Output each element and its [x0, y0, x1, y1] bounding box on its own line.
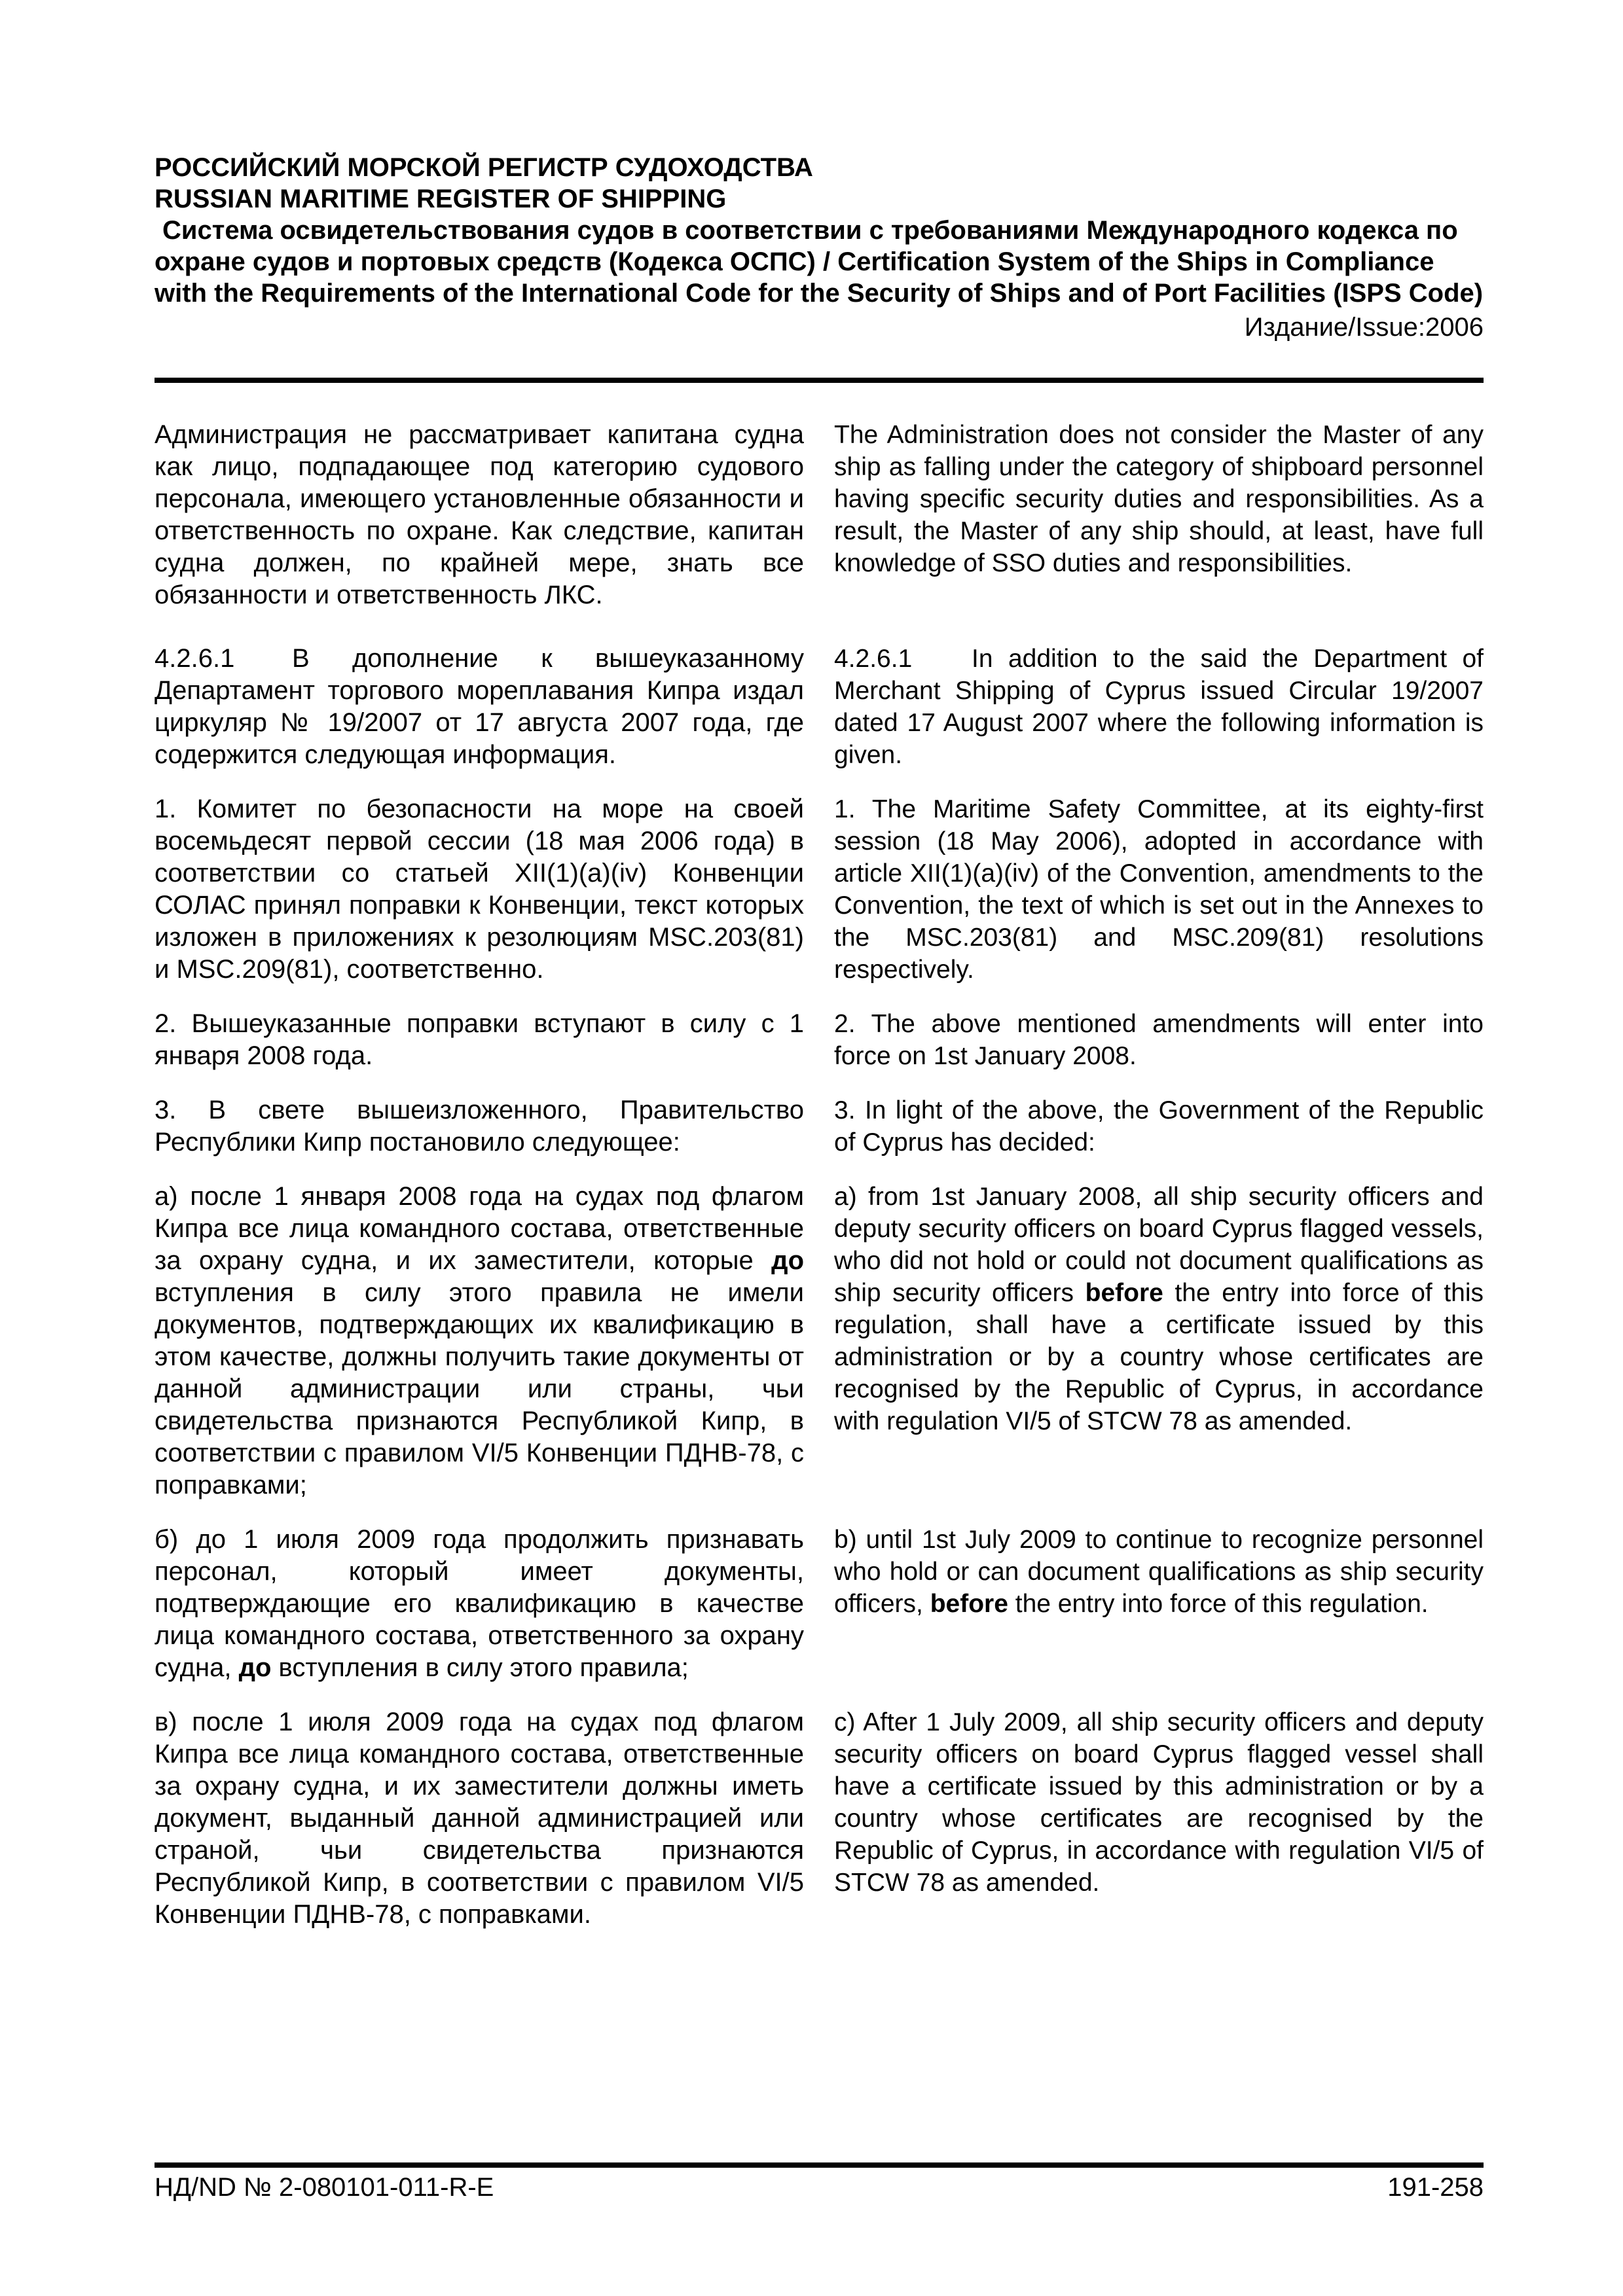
paragraph-text: а) после 1 января 2008 года на судах под флагом Кипра все лица командного состава, ответственные за охрану судна, и их заместители, которые: [155, 1182, 804, 1275]
paragraph-en: [834, 1524, 1484, 1684]
paragraph-row: [155, 1706, 1484, 1931]
paragraph-en: 2. The above mentioned amendments will enter into force on 1st January 2008.: [834, 1010, 1484, 1070]
emphasis: before: [930, 1590, 1008, 1618]
page-header: [155, 152, 1484, 343]
paragraph-ru: Администрация не рассматривает капитана судна как лицо, подпадающее под категорию судового персонала, имеющего установленные обязанности и ответственность по охране. Как следствие, капитан судна должен, по крайней мере, знать все обязанности и ответственность ЛКС.: [155, 420, 804, 609]
paragraph-ru: 3. В свете вышеизложенного, Правительство Республики Кипр постановило следующее:: [155, 1096, 804, 1157]
footer-rule: [155, 2162, 1484, 2168]
header-issue: Издание/Issue:2006: [1244, 313, 1484, 342]
header-description: Система освидетельствования судов в соответствии с требованиями Международного кодекса по охране судов и портовых средств (Кодекса ОСПС) / Certification System of the Ships in Compliance with the Requirements of the International Code for the Security of Ships and of Port Facilities (ISPS Code): [155, 216, 1484, 308]
clause-number: 4.2.6.1: [834, 645, 913, 673]
paragraph-text: a) from 1st January 2008, all ship security officers and deputy security officers on board Cyprus flagged vessels, who did not hold or could not document qualifications as ship security officers: [834, 1183, 1484, 1307]
paragraph-row: [155, 1181, 1484, 1501]
paragraph-ru: в) после 1 июля 2009 года на судах под флагом Кипра все лица командного состава, ответственные за охрану судна, и их заместители должны иметь документ, выданный данной администрацией или страной, чьи свидетельства признаются Республикой Кипр, в соответствии с правилом VI/5 Конвенции ПДНВ-78, с поправками.: [155, 1708, 804, 1929]
page-footer: [155, 2172, 1484, 2203]
paragraph-en: 1. The Maritime Safety Committee, at its eighty-first session (18 May 2006), adopted in accordance with article XII(1)(a)(iv) of the Convention, amendments to the Convention, the text of which is set out in the Annexes to the MSC.203(81) and MSC.209(81) resolutions respectively.: [834, 795, 1484, 984]
paragraph-ru: [155, 1181, 804, 1501]
paragraph-text: b) until 1st July 2009 to continue to recognize personnel who hold or can document qualifications as ship security officers,: [834, 1526, 1484, 1618]
paragraph-row: [155, 793, 1484, 986]
paragraph-en: 3. In light of the above, the Government of the Republic of Cyprus has decided:: [834, 1096, 1484, 1157]
paragraph-ru: 2. Вышеуказанные поправки вступают в силу с 1 января 2008 года.: [155, 1009, 804, 1070]
page-number: 191-258: [1387, 2173, 1484, 2202]
paragraph-text: вступления в силу этого правила не имели документов, подтверждающих их квалификацию в этом качестве, должны получить такие документы от данной администрации или страны, чьи свидетельства признаются Республикой Кипр, в соответствии с правилом VI/5 Конвенции ПДНВ-78, с поправками;: [155, 1278, 804, 1499]
paragraph-text: вступления в силу этого правила;: [278, 1653, 689, 1682]
emphasis: before: [1085, 1279, 1163, 1307]
paragraph-en: [834, 1181, 1484, 1501]
paragraph-en: [834, 643, 1484, 771]
paragraph-en: The Administration does not consider the Master of any ship as falling under the category of shipboard personnel having specific security duties and responsibilities. As a result, the Master of any ship should, at least, have full knowledge of SSO duties and responsibilities.: [834, 421, 1484, 577]
header-rule: [155, 378, 1484, 383]
paragraph-text: В дополнение к вышеуказанному Департамент торгового мореплавания Кипра издал циркуляр № 19/2007 от 17 августа 2007 года, где содержится следующая информация.: [155, 644, 804, 769]
paragraph-ru: 1. Комитет по безопасности на море на своей восемьдесят первой сессии (18 мая 2006 года) в соответствии со статьей XII(1)(a)(iv) Конвенции СОЛАС принял поправки к Конвенции, текст которых изложен в приложениях к резолюциям MSC.203(81) и MSC.209(81), соответственно.: [155, 795, 804, 984]
header-title-en: RUSSIAN MARITIME REGISTER OF SHIPPING: [155, 185, 727, 213]
paragraph-ru: [155, 1524, 804, 1684]
emphasis: до: [238, 1653, 272, 1682]
bilingual-columns: [155, 419, 1484, 1931]
paragraph-row: [155, 419, 1484, 611]
emphasis: до: [771, 1246, 804, 1275]
clause-number: 4.2.6.1: [155, 644, 235, 673]
paragraph-row: [155, 1524, 1484, 1684]
paragraph-text: the entry into force of this regulation.: [1015, 1590, 1429, 1618]
paragraph-text: In addition to the said the Department of Merchant Shipping of Cyprus issued Circular 19/2007 dated 17 August 2007 where the following information is given.: [834, 645, 1484, 769]
paragraph-text: the entry into force of this regulation, shall have a certificate issued by this administration or by a country whose certificates are recognised by the Republic of Cyprus, in accordance with regulation VI/5 of STCW 78 as amended.: [834, 1279, 1484, 1435]
header-title-ru: РОССИЙСКИЙ МОРСКОЙ РЕГИСТР СУДОХОДСТВА: [155, 153, 813, 182]
paragraph-row: [155, 1008, 1484, 1072]
paragraph-ru: [155, 643, 804, 771]
paragraph-en: c) After 1 July 2009, all ship security officers and deputy security officers on board Cyprus flagged vessel shall have a certificate issued by this administration or by a country whose certificates are recognised by the Republic of Cyprus, in accordance with regulation VI/5 of STCW 78 as amended.: [834, 1708, 1484, 1897]
document-number: НД/ND № 2-080101-011-R-E: [155, 2173, 494, 2202]
paragraph-row: [155, 1094, 1484, 1158]
paragraph-row: [155, 643, 1484, 771]
paragraph-text: б) до 1 июля 2009 года продолжить признавать персонал, который имеет документы, подтверждающие его квалификацию в качестве лица командного состава, ответственного за охрану судна,: [155, 1525, 804, 1682]
